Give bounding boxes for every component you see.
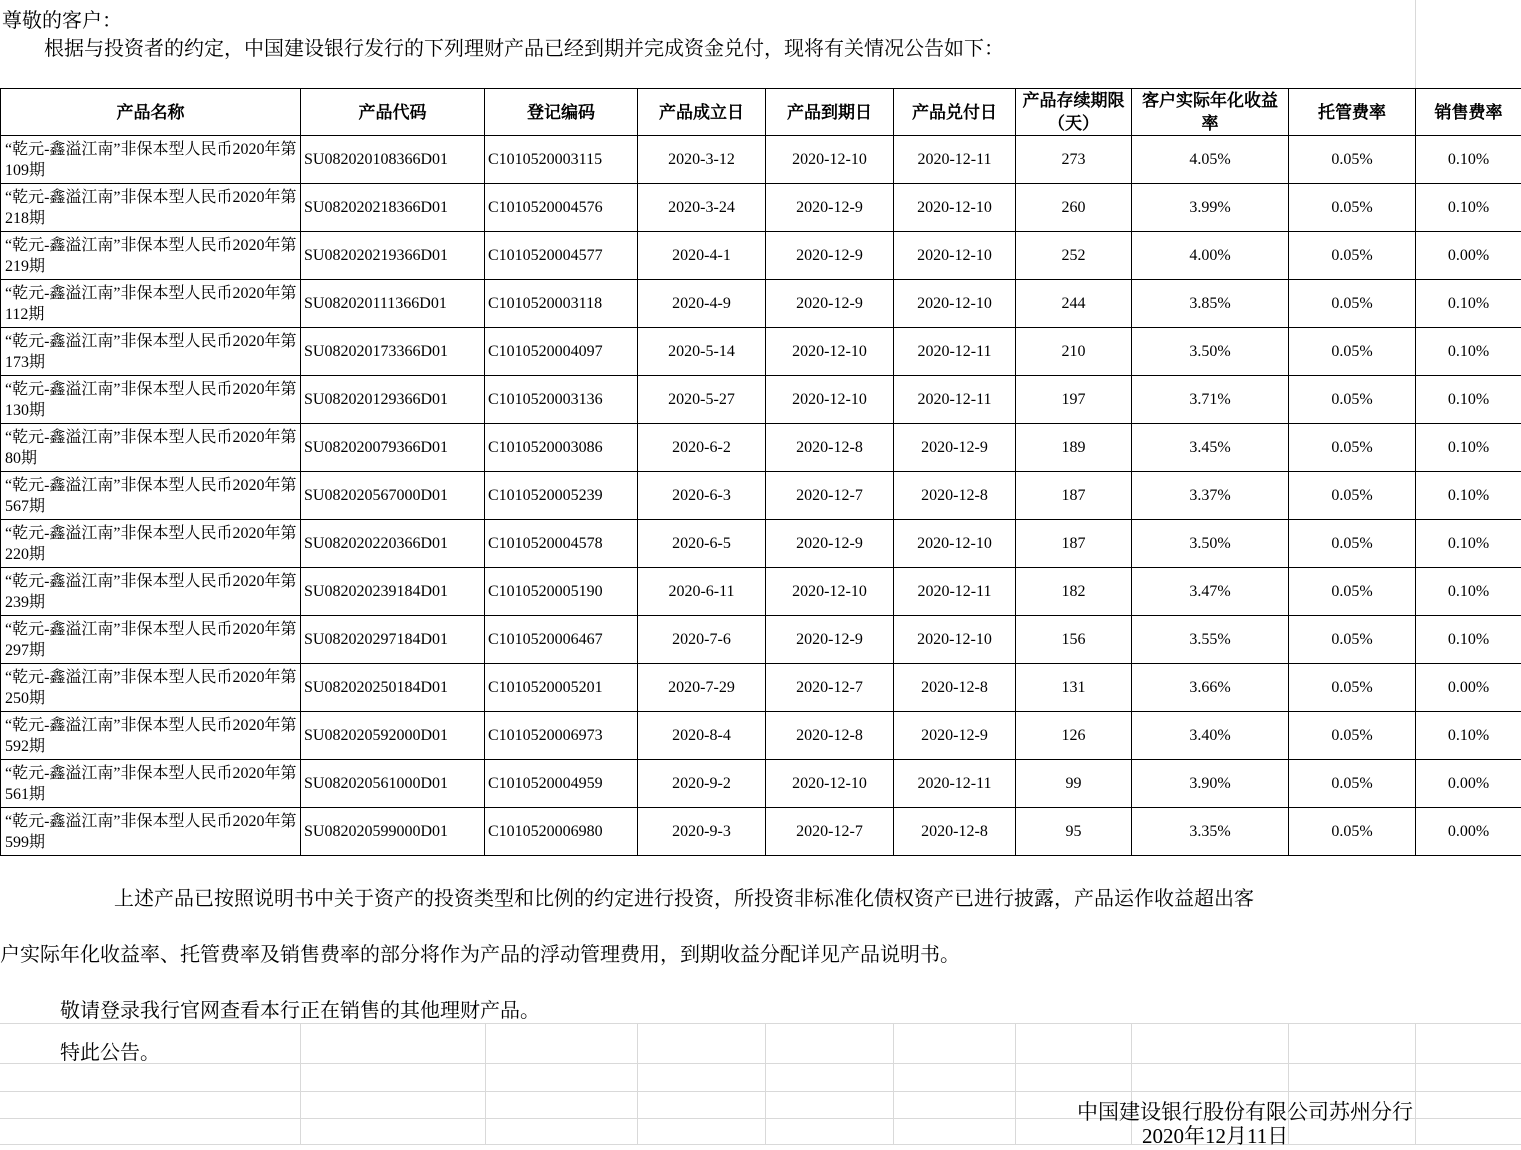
table-row (1, 712, 1521, 760)
gridline-vertical (1415, 1023, 1416, 1144)
product-code-cell: SU082020173366D01 (301, 328, 485, 376)
sales-fee-cell: 0.10% (1416, 136, 1521, 184)
annualized-yield-cell: 3.55% (1132, 616, 1289, 664)
column-header: 产品成立日 (638, 89, 766, 136)
custody-fee-cell: 0.05% (1289, 616, 1416, 664)
footer-website-note: 敬请登录我行官网查看本行正在销售的其他理财产品。 (60, 994, 540, 1023)
sales-fee-cell: 0.10% (1416, 280, 1521, 328)
payment-date-cell: 2020-12-11 (894, 136, 1016, 184)
custody-fee-cell: 0.05% (1289, 136, 1416, 184)
table-row (1, 232, 1521, 280)
annualized-yield-cell: 3.50% (1132, 328, 1289, 376)
table-row (1, 472, 1521, 520)
payment-date-cell: 2020-12-10 (894, 232, 1016, 280)
maturity-date-cell: 2020-12-10 (766, 568, 894, 616)
table-row (1, 424, 1521, 472)
product-name-cell: “乾元-鑫溢江南”非保本型人民币2020年第592期 (1, 712, 301, 760)
product-name-cell: “乾元-鑫溢江南”非保本型人民币2020年第219期 (1, 232, 301, 280)
start-date-cell: 2020-4-9 (638, 280, 766, 328)
column-header: 产品名称 (1, 89, 301, 136)
duration-days-cell: 197 (1016, 376, 1132, 424)
maturity-date-cell: 2020-12-9 (766, 232, 894, 280)
start-date-cell: 2020-6-5 (638, 520, 766, 568)
custody-fee-cell: 0.05% (1289, 760, 1416, 808)
gridline-vertical (1015, 1023, 1016, 1144)
product-code-cell: SU082020129366D01 (301, 376, 485, 424)
table-row (1, 136, 1521, 184)
annualized-yield-cell: 3.90% (1132, 760, 1289, 808)
table-row (1, 280, 1521, 328)
duration-days-cell: 260 (1016, 184, 1132, 232)
table-row (1, 376, 1521, 424)
product-code-cell: SU082020561000D01 (301, 760, 485, 808)
gridline-horizontal (0, 1023, 1521, 1024)
registration-code-cell: C1010520004959 (485, 760, 638, 808)
maturity-date-cell: 2020-12-10 (766, 136, 894, 184)
maturity-date-cell: 2020-12-10 (766, 328, 894, 376)
column-header: 产品兑付日 (894, 89, 1016, 136)
announcement-date: 2020年12月11日 (1142, 1120, 1288, 1150)
custody-fee-cell: 0.05% (1289, 232, 1416, 280)
registration-code-cell: C1010520003136 (485, 376, 638, 424)
column-header: 销售费率 (1416, 89, 1521, 136)
product-name-cell: “乾元-鑫溢江南”非保本型人民币2020年第109期 (1, 136, 301, 184)
registration-code-cell: C1010520005239 (485, 472, 638, 520)
annualized-yield-cell: 3.85% (1132, 280, 1289, 328)
sales-fee-cell: 0.00% (1416, 808, 1521, 856)
custody-fee-cell: 0.05% (1289, 472, 1416, 520)
product-name-cell: “乾元-鑫溢江南”非保本型人民币2020年第80期 (1, 424, 301, 472)
payment-date-cell: 2020-12-10 (894, 184, 1016, 232)
custody-fee-cell: 0.05% (1289, 664, 1416, 712)
start-date-cell: 2020-8-4 (638, 712, 766, 760)
payment-date-cell: 2020-12-9 (894, 424, 1016, 472)
maturity-date-cell: 2020-12-7 (766, 808, 894, 856)
gridline-vertical (485, 1023, 486, 1144)
custody-fee-cell: 0.05% (1289, 376, 1416, 424)
duration-days-cell: 182 (1016, 568, 1132, 616)
duration-days-cell: 244 (1016, 280, 1132, 328)
gridline-vertical (300, 1023, 301, 1144)
registration-code-cell: C1010520006980 (485, 808, 638, 856)
column-header: 托管费率 (1289, 89, 1416, 136)
product-code-cell: SU082020219366D01 (301, 232, 485, 280)
annualized-yield-cell: 4.00% (1132, 232, 1289, 280)
registration-code-cell: C1010520004577 (485, 232, 638, 280)
custody-fee-cell: 0.05% (1289, 520, 1416, 568)
duration-days-cell: 156 (1016, 616, 1132, 664)
table-row (1, 568, 1521, 616)
annualized-yield-cell: 3.37% (1132, 472, 1289, 520)
sales-fee-cell: 0.00% (1416, 232, 1521, 280)
registration-code-cell: C1010520005190 (485, 568, 638, 616)
maturity-date-cell: 2020-12-10 (766, 376, 894, 424)
duration-days-cell: 187 (1016, 472, 1132, 520)
custody-fee-cell: 0.05% (1289, 568, 1416, 616)
annualized-yield-cell: 3.99% (1132, 184, 1289, 232)
maturity-date-cell: 2020-12-9 (766, 280, 894, 328)
product-name-cell: “乾元-鑫溢江南”非保本型人民币2020年第250期 (1, 664, 301, 712)
table-row (1, 184, 1521, 232)
payment-date-cell: 2020-12-10 (894, 280, 1016, 328)
payment-date-cell: 2020-12-8 (894, 472, 1016, 520)
product-name-cell: “乾元-鑫溢江南”非保本型人民币2020年第112期 (1, 280, 301, 328)
sales-fee-cell: 0.10% (1416, 376, 1521, 424)
table-row (1, 808, 1521, 856)
maturity-date-cell: 2020-12-7 (766, 472, 894, 520)
footer-closing: 特此公告。 (60, 1036, 160, 1065)
table-row (1, 664, 1521, 712)
payment-date-cell: 2020-12-9 (894, 712, 1016, 760)
sales-fee-cell: 0.10% (1416, 520, 1521, 568)
registration-code-cell: C1010520003086 (485, 424, 638, 472)
gridline-vertical (893, 1023, 894, 1144)
registration-code-cell: C1010520005201 (485, 664, 638, 712)
registration-code-cell: C1010520003118 (485, 280, 638, 328)
product-name-cell: “乾元-鑫溢江南”非保本型人民币2020年第567期 (1, 472, 301, 520)
maturity-date-cell: 2020-12-9 (766, 184, 894, 232)
annualized-yield-cell: 3.71% (1132, 376, 1289, 424)
custody-fee-cell: 0.05% (1289, 808, 1416, 856)
issuer-signature: 中国建设银行股份有限公司苏州分行 (1077, 1096, 1413, 1126)
table-row (1, 328, 1521, 376)
column-header: 产品到期日 (766, 89, 894, 136)
product-name-cell: “乾元-鑫溢江南”非保本型人民币2020年第561期 (1, 760, 301, 808)
duration-days-cell: 273 (1016, 136, 1132, 184)
registration-code-cell: C1010520004097 (485, 328, 638, 376)
annualized-yield-cell: 3.35% (1132, 808, 1289, 856)
payment-date-cell: 2020-12-10 (894, 616, 1016, 664)
product-name-cell: “乾元-鑫溢江南”非保本型人民币2020年第599期 (1, 808, 301, 856)
table-row (1, 616, 1521, 664)
products-table (0, 88, 1521, 856)
product-code-cell: SU082020218366D01 (301, 184, 485, 232)
sales-fee-cell: 0.10% (1416, 184, 1521, 232)
annualized-yield-cell: 3.40% (1132, 712, 1289, 760)
start-date-cell: 2020-6-3 (638, 472, 766, 520)
duration-days-cell: 126 (1016, 712, 1132, 760)
start-date-cell: 2020-3-12 (638, 136, 766, 184)
product-code-cell: SU082020567000D01 (301, 472, 485, 520)
intro-paragraph: 根据与投资者的约定，中国建设银行发行的下列理财产品已经到期并完成资金兑付，现将有关情况公告如下： (44, 32, 1004, 61)
product-code-cell: SU082020220366D01 (301, 520, 485, 568)
payment-date-cell: 2020-12-11 (894, 328, 1016, 376)
column-header: 登记编码 (485, 89, 638, 136)
gridline-horizontal (0, 1091, 1521, 1092)
sales-fee-cell: 0.10% (1416, 328, 1521, 376)
product-name-cell: “乾元-鑫溢江南”非保本型人民币2020年第173期 (1, 328, 301, 376)
column-header: 产品存续期限（天） (1016, 89, 1132, 136)
start-date-cell: 2020-7-29 (638, 664, 766, 712)
table-header-row (1, 89, 1521, 136)
duration-days-cell: 99 (1016, 760, 1132, 808)
duration-days-cell: 189 (1016, 424, 1132, 472)
product-name-cell: “乾元-鑫溢江南”非保本型人民币2020年第239期 (1, 568, 301, 616)
payment-date-cell: 2020-12-8 (894, 664, 1016, 712)
gridline-vertical (1415, 0, 1416, 88)
annualized-yield-cell: 3.45% (1132, 424, 1289, 472)
sales-fee-cell: 0.10% (1416, 616, 1521, 664)
product-code-cell: SU082020108366D01 (301, 136, 485, 184)
product-code-cell: SU082020079366D01 (301, 424, 485, 472)
sales-fee-cell: 0.10% (1416, 712, 1521, 760)
product-code-cell: SU082020111366D01 (301, 280, 485, 328)
maturity-date-cell: 2020-12-8 (766, 712, 894, 760)
product-name-cell: “乾元-鑫溢江南”非保本型人民币2020年第220期 (1, 520, 301, 568)
payment-date-cell: 2020-12-11 (894, 568, 1016, 616)
start-date-cell: 2020-6-11 (638, 568, 766, 616)
product-name-cell: “乾元-鑫溢江南”非保本型人民币2020年第130期 (1, 376, 301, 424)
start-date-cell: 2020-9-3 (638, 808, 766, 856)
annualized-yield-cell: 4.05% (1132, 136, 1289, 184)
column-header: 产品代码 (301, 89, 485, 136)
table-body (1, 136, 1521, 856)
payment-date-cell: 2020-12-11 (894, 376, 1016, 424)
column-header: 客户实际年化收益率 (1132, 89, 1289, 136)
maturity-date-cell: 2020-12-9 (766, 520, 894, 568)
duration-days-cell: 187 (1016, 520, 1132, 568)
sales-fee-cell: 0.10% (1416, 568, 1521, 616)
sales-fee-cell: 0.10% (1416, 472, 1521, 520)
duration-days-cell: 131 (1016, 664, 1132, 712)
registration-code-cell: C1010520004578 (485, 520, 638, 568)
product-code-cell: SU082020250184D01 (301, 664, 485, 712)
table-row (1, 760, 1521, 808)
start-date-cell: 2020-4-1 (638, 232, 766, 280)
registration-code-cell: C1010520006973 (485, 712, 638, 760)
product-code-cell: SU082020239184D01 (301, 568, 485, 616)
product-name-cell: “乾元-鑫溢江南”非保本型人民币2020年第218期 (1, 184, 301, 232)
payment-date-cell: 2020-12-10 (894, 520, 1016, 568)
duration-days-cell: 252 (1016, 232, 1132, 280)
registration-code-cell: C1010520003115 (485, 136, 638, 184)
start-date-cell: 2020-9-2 (638, 760, 766, 808)
salutation: 尊敬的客户： (2, 4, 122, 33)
annualized-yield-cell: 3.47% (1132, 568, 1289, 616)
annualized-yield-cell: 3.66% (1132, 664, 1289, 712)
registration-code-cell: C1010520006467 (485, 616, 638, 664)
custody-fee-cell: 0.05% (1289, 328, 1416, 376)
custody-fee-cell: 0.05% (1289, 712, 1416, 760)
gridline-vertical (765, 1023, 766, 1144)
gridline-horizontal (0, 1063, 1521, 1064)
start-date-cell: 2020-3-24 (638, 184, 766, 232)
sales-fee-cell: 0.00% (1416, 760, 1521, 808)
payment-date-cell: 2020-12-8 (894, 808, 1016, 856)
gridline-vertical (637, 1023, 638, 1144)
product-code-cell: SU082020297184D01 (301, 616, 485, 664)
sales-fee-cell: 0.10% (1416, 424, 1521, 472)
start-date-cell: 2020-6-2 (638, 424, 766, 472)
product-name-cell: “乾元-鑫溢江南”非保本型人民币2020年第297期 (1, 616, 301, 664)
annualized-yield-cell: 3.50% (1132, 520, 1289, 568)
custody-fee-cell: 0.05% (1289, 280, 1416, 328)
start-date-cell: 2020-5-27 (638, 376, 766, 424)
product-code-cell: SU082020599000D01 (301, 808, 485, 856)
product-code-cell: SU082020592000D01 (301, 712, 485, 760)
maturity-date-cell: 2020-12-10 (766, 760, 894, 808)
custody-fee-cell: 0.05% (1289, 184, 1416, 232)
maturity-date-cell: 2020-12-8 (766, 424, 894, 472)
duration-days-cell: 95 (1016, 808, 1132, 856)
registration-code-cell: C1010520004576 (485, 184, 638, 232)
maturity-date-cell: 2020-12-7 (766, 664, 894, 712)
start-date-cell: 2020-7-6 (638, 616, 766, 664)
maturity-date-cell: 2020-12-9 (766, 616, 894, 664)
footer-paragraph-line2: 户实际年化收益率、托管费率及销售费率的部分将作为产品的浮动管理费用，到期收益分配详见产品说明书。 (0, 938, 960, 967)
sales-fee-cell: 0.00% (1416, 664, 1521, 712)
start-date-cell: 2020-5-14 (638, 328, 766, 376)
table-row (1, 520, 1521, 568)
gridline-horizontal (0, 1144, 1521, 1145)
footer-paragraph-line1: 上述产品已按照说明书中关于资产的投资类型和比例的约定进行投资，所投资非标准化债权资产已进行披露，产品运作收益超出客 (0, 882, 1254, 911)
custody-fee-cell: 0.05% (1289, 424, 1416, 472)
payment-date-cell: 2020-12-11 (894, 760, 1016, 808)
duration-days-cell: 210 (1016, 328, 1132, 376)
